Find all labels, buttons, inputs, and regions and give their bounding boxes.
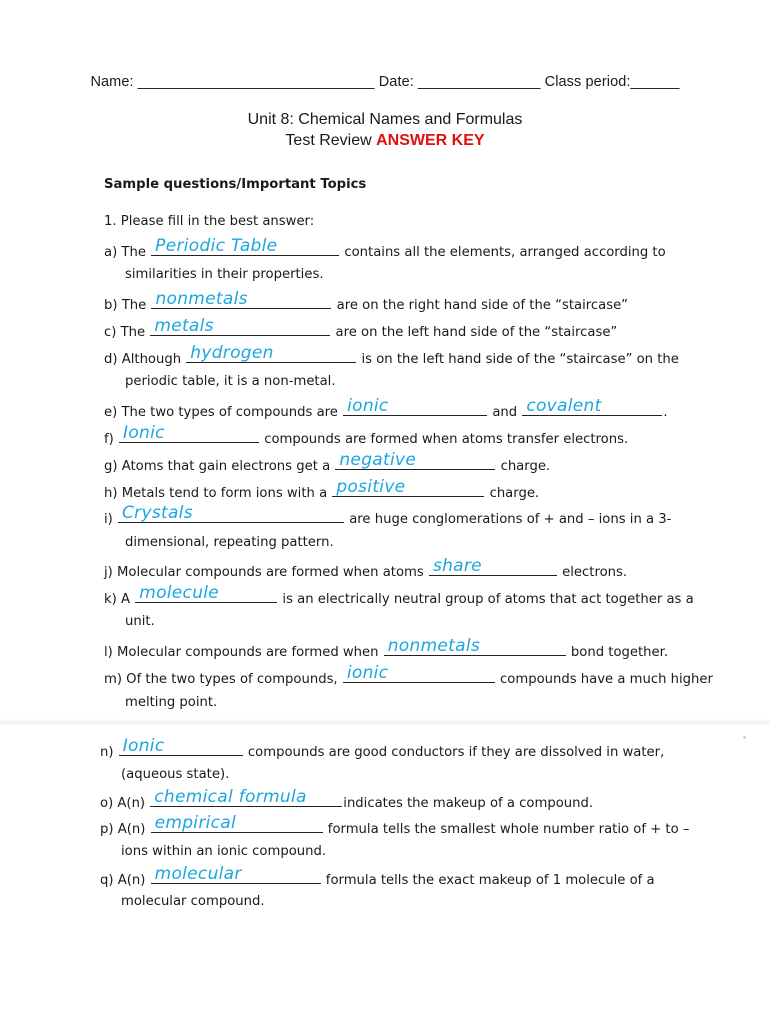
question-text: bond together.: [570, 645, 669, 660]
answer-blank[interactable]: [119, 423, 259, 443]
document-title: Unit 8: Chemical Names and Formulas: [247, 111, 523, 128]
question-text: is on the left hand side of the “staircase” on the: [361, 352, 679, 367]
question-o: [100, 787, 594, 813]
handwritten-answer: share: [432, 556, 482, 576]
question-l: [104, 636, 669, 662]
class-period-label: Class period:: [544, 74, 631, 90]
handwritten-answer: molecular: [154, 864, 242, 884]
subtitle-text: Test Review: [285, 132, 372, 149]
question-text: j) Molecular compounds are formed when atoms: [104, 565, 424, 580]
handwritten-answer: Periodic Table: [155, 236, 278, 256]
question-text: formula tells the smallest whole number ratio of + to –: [327, 822, 690, 837]
answer-blank[interactable]: [335, 450, 495, 470]
handwritten-answer: covalent: [526, 396, 602, 416]
answer-blank[interactable]: [384, 636, 566, 656]
question-text: d) Although: [104, 352, 182, 367]
question-a-continued: similarities in their properties.: [125, 267, 324, 282]
date-label: Date:: [378, 74, 414, 90]
question-text: compounds are formed when atoms transfer electrons.: [264, 432, 629, 447]
question-d: [104, 343, 679, 369]
question-a: [104, 236, 666, 262]
question-text: b) The: [104, 298, 147, 313]
question-m: [104, 663, 713, 689]
question-text: formula tells the exact makeup of 1 molecule of a: [325, 873, 655, 888]
answer-blank[interactable]: [150, 316, 330, 336]
answer-blank[interactable]: [135, 583, 277, 603]
question-i: [104, 503, 672, 529]
handwritten-answer: nonmetals: [387, 636, 481, 656]
handwritten-answer: Ionic: [123, 423, 165, 443]
question-f: [104, 423, 629, 449]
question-text: is an electrically neutral group of atoms that act together as a: [282, 592, 694, 607]
question-text: compounds are good conductors if they are dissolved in water,: [247, 745, 665, 760]
question-text: contains all the elements, arranged according to: [344, 245, 666, 260]
question-text: m) Of the two types of compounds,: [104, 672, 338, 687]
handwritten-answer: Ionic: [122, 736, 165, 756]
handwritten-answer: chemical formula: [154, 787, 307, 807]
page-fold: [0, 718, 770, 726]
question-text: n): [100, 745, 114, 760]
question-d-continued: periodic table, it is a non-metal.: [125, 374, 336, 389]
answer-key-label: ANSWER KEY: [376, 132, 485, 149]
question-q-continued: molecular compound.: [121, 894, 265, 909]
question-i-continued: dimensional, repeating pattern.: [125, 535, 334, 550]
question-text: g) Atoms that gain electrons get a: [104, 459, 331, 474]
answer-blank[interactable]: [343, 396, 487, 416]
section-heading: Sample questions/Important Topics: [104, 177, 367, 192]
question-n: [100, 736, 665, 762]
question-n-continued: (aqueous state).: [121, 767, 230, 782]
question-intro: 1. Please fill in the best answer:: [104, 214, 315, 229]
question-k: [104, 583, 694, 609]
class-period-blank[interactable]: ______: [630, 74, 680, 90]
answer-blank[interactable]: [522, 396, 662, 416]
question-text: f): [104, 432, 114, 447]
question-text: are huge conglomerations of + and – ions in a 3-: [349, 512, 672, 527]
scan-speck: [743, 736, 746, 739]
student-info-header: [0, 74, 770, 90]
answer-blank[interactable]: [151, 813, 323, 833]
question-text: are on the right hand side of the “staircase”: [336, 298, 629, 313]
answer-blank[interactable]: [429, 556, 557, 576]
question-q: [100, 864, 655, 890]
question-text: o) A(n): [100, 796, 146, 811]
question-text: l) Molecular compounds are formed when: [104, 645, 379, 660]
question-text: charge.: [489, 486, 540, 501]
question-text: i): [104, 512, 113, 527]
answer-blank[interactable]: [151, 289, 331, 309]
question-text: p) A(n): [100, 822, 146, 837]
date-blank[interactable]: _______________: [418, 74, 541, 90]
handwritten-answer: Crystals: [122, 503, 193, 523]
question-text: c) The: [104, 325, 146, 340]
question-text: charge.: [500, 459, 551, 474]
question-k-continued: unit.: [125, 614, 155, 629]
document-subtitle: [0, 132, 770, 150]
name-blank[interactable]: _____________________________: [137, 74, 375, 90]
question-e: [104, 396, 668, 422]
question-text: q) A(n): [100, 873, 146, 888]
answer-blank[interactable]: [150, 787, 342, 807]
handwritten-answer: negative: [339, 450, 417, 470]
question-h: [104, 477, 540, 503]
question-text: .: [663, 405, 668, 420]
name-label: Name:: [90, 74, 134, 90]
handwritten-answer: ionic: [347, 396, 389, 416]
question-text: are on the left hand side of the “staircase”: [335, 325, 618, 340]
handwritten-answer: ionic: [346, 663, 389, 683]
question-j: [104, 556, 628, 582]
question-p-continued: ions within an ionic compound.: [121, 844, 327, 859]
answer-blank[interactable]: [151, 864, 321, 884]
handwritten-answer: positive: [336, 477, 406, 497]
question-text: indicates the makeup of a compound.: [343, 796, 594, 811]
handwritten-answer: hydrogen: [190, 343, 274, 363]
question-text: e) The two types of compounds are: [104, 405, 338, 420]
answer-blank[interactable]: [186, 343, 356, 363]
question-text: compounds have a much higher: [500, 672, 713, 687]
question-m-continued: melting point.: [125, 695, 218, 710]
answer-blank[interactable]: [119, 736, 243, 756]
question-text: h) Metals tend to form ions with a: [104, 486, 328, 501]
question-text: k) A: [104, 592, 130, 607]
handwritten-answer: metals: [154, 316, 214, 336]
question-text: electrons.: [562, 565, 628, 580]
handwritten-answer: nonmetals: [155, 289, 248, 309]
question-c: [104, 316, 618, 342]
question-text: a) The: [104, 245, 146, 260]
answer-blank[interactable]: [343, 663, 495, 683]
handwritten-answer: molecule: [139, 583, 220, 603]
question-p: [100, 813, 690, 839]
handwritten-answer: empirical: [154, 813, 237, 833]
answer-blank[interactable]: [151, 236, 339, 256]
answer-blank[interactable]: [118, 503, 344, 523]
question-text: and: [492, 405, 518, 420]
answer-blank[interactable]: [332, 477, 484, 497]
question-b: [104, 289, 629, 315]
question-g: [104, 450, 551, 476]
